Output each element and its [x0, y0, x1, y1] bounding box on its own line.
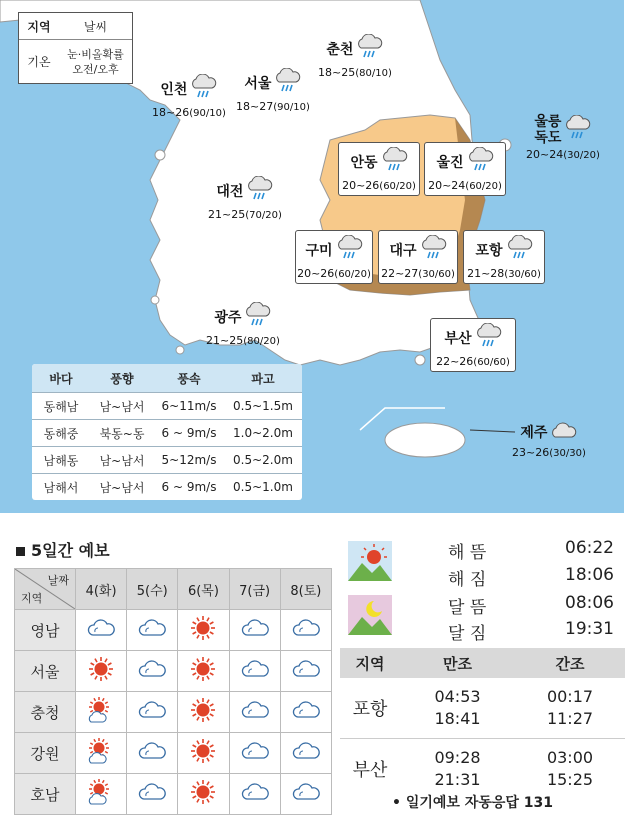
corner-date-label: 날짜	[47, 574, 69, 587]
legend-region-label: 지역	[27, 19, 51, 34]
sea-cell: 0.5~1.0m	[233, 480, 293, 494]
sea-cell: 남해서	[43, 480, 79, 495]
sunset-time: 18:06	[565, 565, 614, 585]
city-name: 구미	[305, 243, 333, 259]
tide-table	[340, 648, 625, 799]
sea-cell: 0.5~1.5m	[233, 399, 293, 413]
city-seoul	[236, 68, 310, 113]
city-temp: 20~26	[342, 179, 380, 192]
moonrise-mountain-icon	[348, 595, 392, 635]
cloud-icon	[127, 774, 178, 815]
cloud-icon	[229, 651, 280, 692]
moonset-label: 달 짐	[448, 624, 487, 644]
sun-cloud-icon	[76, 733, 127, 774]
fiveday-region: 충청	[15, 692, 76, 733]
rain-cloud-icon	[273, 68, 301, 98]
tide-low: 11:27	[546, 709, 594, 728]
tide-region: 포항	[352, 699, 388, 720]
rain-cloud-icon	[243, 302, 271, 332]
city-daejeon	[208, 176, 282, 221]
sun-icon	[178, 610, 229, 651]
sea-cell: 5~12m/s	[161, 453, 217, 467]
city-temp: 20~26	[297, 267, 335, 280]
sun-icon	[178, 774, 229, 815]
moonrise-time: 08:06	[565, 593, 614, 613]
sunset-label: 해 짐	[448, 570, 487, 590]
sun-icon	[178, 651, 229, 692]
rain-cloud-icon	[355, 34, 383, 64]
city-temp: 18~27	[236, 100, 274, 113]
rain-cloud-icon	[335, 235, 363, 265]
day-header: 5(수)	[127, 569, 178, 610]
table-row	[15, 692, 332, 733]
sea-cell: 6 ~ 9m/s	[161, 426, 217, 440]
city-andong	[338, 142, 420, 196]
city-temp: 21~28	[467, 267, 505, 280]
city-prob: (60/20)	[465, 181, 502, 192]
cloud-icon	[280, 651, 331, 692]
sea-header: 바다	[49, 371, 73, 386]
rain-cloud-icon	[466, 147, 494, 177]
city-temp: 20~24	[526, 148, 564, 161]
city-prob: (90/10)	[273, 102, 310, 113]
city-gumi	[295, 230, 373, 284]
tide-high: 21:31	[434, 770, 481, 789]
city-name: 인천	[160, 82, 188, 98]
sun-icon	[178, 692, 229, 733]
cloud-icon	[280, 733, 331, 774]
city-prob: (80/10)	[355, 68, 392, 79]
legend-weather-label: 날씨	[83, 19, 108, 34]
rain-cloud-icon	[189, 74, 217, 104]
tide-low: 15:25	[546, 770, 594, 789]
city-name: 춘천	[326, 42, 354, 58]
city-temp: 23~26	[512, 446, 550, 459]
fiveday-region: 영남	[15, 610, 76, 651]
city-prob: (30/20)	[563, 150, 600, 161]
day-header: 8(토)	[280, 569, 331, 610]
sea-header: 풍향	[110, 371, 134, 386]
city-uljin	[424, 142, 506, 196]
city-prob: (80/20)	[243, 336, 280, 347]
tide-high: 04:53	[434, 687, 481, 706]
city-daegu	[378, 230, 458, 284]
city-temp: 18~25	[318, 66, 356, 79]
rain-cloud-icon	[419, 235, 447, 265]
tide-high: 09:28	[434, 748, 481, 767]
city-name: 대구	[389, 243, 417, 259]
cloud-icon	[127, 651, 178, 692]
sea-cell: 동해중	[43, 426, 79, 441]
table-row	[15, 733, 332, 774]
city-temp: 21~25	[208, 208, 246, 221]
sea-header: 풍속	[177, 371, 201, 386]
legend-temp-label: 기온	[27, 55, 51, 69]
table-row	[32, 473, 302, 500]
tide-region: 부산	[352, 760, 388, 781]
tide-high: 18:41	[434, 709, 481, 728]
map-legend	[18, 12, 133, 84]
rain-cloud-icon	[505, 235, 533, 265]
cloud-icon	[280, 610, 331, 651]
sea-cell: 북동~동	[99, 426, 145, 441]
legend-precip-label: 눈·비올확률	[67, 47, 124, 61]
table-row	[15, 651, 332, 692]
city-gwangju	[206, 302, 280, 347]
tide-low: 03:00	[546, 748, 594, 767]
sun-icon	[178, 733, 229, 774]
city-name: 광주	[214, 310, 242, 326]
city-prob: (60/60)	[473, 357, 510, 368]
sun-icon	[76, 651, 127, 692]
sea-cell: 6~11m/s	[161, 399, 217, 413]
cloud-icon	[549, 420, 577, 444]
sun-cloud-icon	[76, 692, 127, 733]
city-temp: 22~26	[436, 355, 474, 368]
city-prob: (30/30)	[549, 448, 586, 459]
fiveday-title-text: 5일간 예보	[31, 541, 110, 560]
legend-ampm-label: 오전/오후	[72, 62, 119, 76]
city-name: 제주	[520, 425, 548, 441]
sea-cell: 남~남서	[99, 399, 145, 414]
sunrise-label: 해 뜸	[448, 543, 487, 563]
sea-cell: 남해동	[43, 453, 79, 468]
moonrise-label: 달 뜸	[448, 598, 487, 618]
fiveday-region: 강원	[15, 733, 76, 774]
city-temp: 18~26	[152, 106, 190, 119]
day-header: 7(금)	[229, 569, 280, 610]
table-row	[340, 739, 625, 799]
city-chuncheon	[318, 34, 392, 79]
city-name: 서울	[244, 76, 272, 92]
sea-cell: 남~남서	[99, 453, 145, 468]
cloud-icon	[229, 733, 280, 774]
city-prob: (60/20)	[334, 269, 371, 280]
cloud-icon	[280, 692, 331, 733]
fiveday-table	[14, 568, 332, 815]
fiveday-region: 호남	[15, 774, 76, 815]
rain-cloud-icon	[474, 323, 502, 353]
city-name: 부산	[444, 331, 472, 347]
sea-cell: 동해남	[43, 399, 79, 414]
city-prob: (90/10)	[189, 108, 226, 119]
sun-cloud-icon	[76, 774, 127, 815]
city-prob: (60/20)	[379, 181, 416, 192]
cloud-icon	[229, 774, 280, 815]
fiveday-title	[16, 538, 110, 561]
city-busan	[430, 318, 516, 372]
cloud-icon	[127, 733, 178, 774]
city-name: 안동	[350, 155, 378, 171]
cloud-icon	[127, 692, 178, 733]
sea-cell: 0.5~2.0m	[233, 453, 293, 467]
day-header: 6(목)	[178, 569, 229, 610]
table-row	[340, 678, 625, 739]
fiveday-corner	[15, 569, 76, 610]
table-row	[32, 392, 302, 419]
tide-header: 만조	[443, 654, 472, 673]
tide-header: 간조	[555, 654, 585, 673]
city-pohang	[463, 230, 545, 284]
moonset-time: 19:31	[565, 619, 614, 639]
city-incheon	[152, 74, 226, 119]
rain-cloud-icon	[245, 176, 273, 206]
auto-response-note: • 일기예보 자동응답 131	[392, 795, 553, 811]
city-temp: 21~25	[206, 334, 244, 347]
sea-cell: 남~남서	[99, 480, 145, 495]
cloud-icon	[229, 610, 280, 651]
city-name: 울릉 독도	[534, 114, 562, 146]
city-temp: 20~24	[428, 179, 466, 192]
city-ulleung	[526, 114, 600, 161]
cloud-icon	[76, 610, 127, 651]
city-prob: (30/60)	[504, 269, 541, 280]
city-name: 포항	[475, 243, 503, 259]
cloud-icon	[229, 692, 280, 733]
table-row	[32, 446, 302, 473]
tide-header: 지역	[355, 654, 385, 673]
sea-cell: 1.0~2.0m	[233, 426, 293, 440]
city-temp: 22~27	[381, 267, 419, 280]
sunrise-time: 06:22	[565, 538, 614, 558]
city-prob: (70/20)	[245, 210, 282, 221]
city-name: 울진	[436, 155, 464, 171]
fiveday-region: 서울	[15, 651, 76, 692]
cloud-icon	[127, 610, 178, 651]
sea-cell: 6 ~ 9m/s	[161, 480, 217, 494]
rain-cloud-icon	[563, 115, 591, 145]
tide-low: 00:17	[546, 687, 594, 706]
table-row	[32, 419, 302, 446]
day-header: 4(화)	[76, 569, 127, 610]
sea-header: 파고	[251, 371, 275, 386]
city-name: 대전	[216, 184, 244, 200]
sea-forecast-table	[32, 364, 302, 500]
table-row	[15, 774, 332, 815]
table-row	[15, 610, 332, 651]
city-jeju	[512, 420, 586, 459]
cloud-icon	[280, 774, 331, 815]
sunrise-mountain-icon	[348, 541, 392, 581]
rain-cloud-icon	[380, 147, 408, 177]
corner-region-label: 지역	[21, 592, 43, 605]
city-prob: (30/60)	[418, 269, 455, 280]
